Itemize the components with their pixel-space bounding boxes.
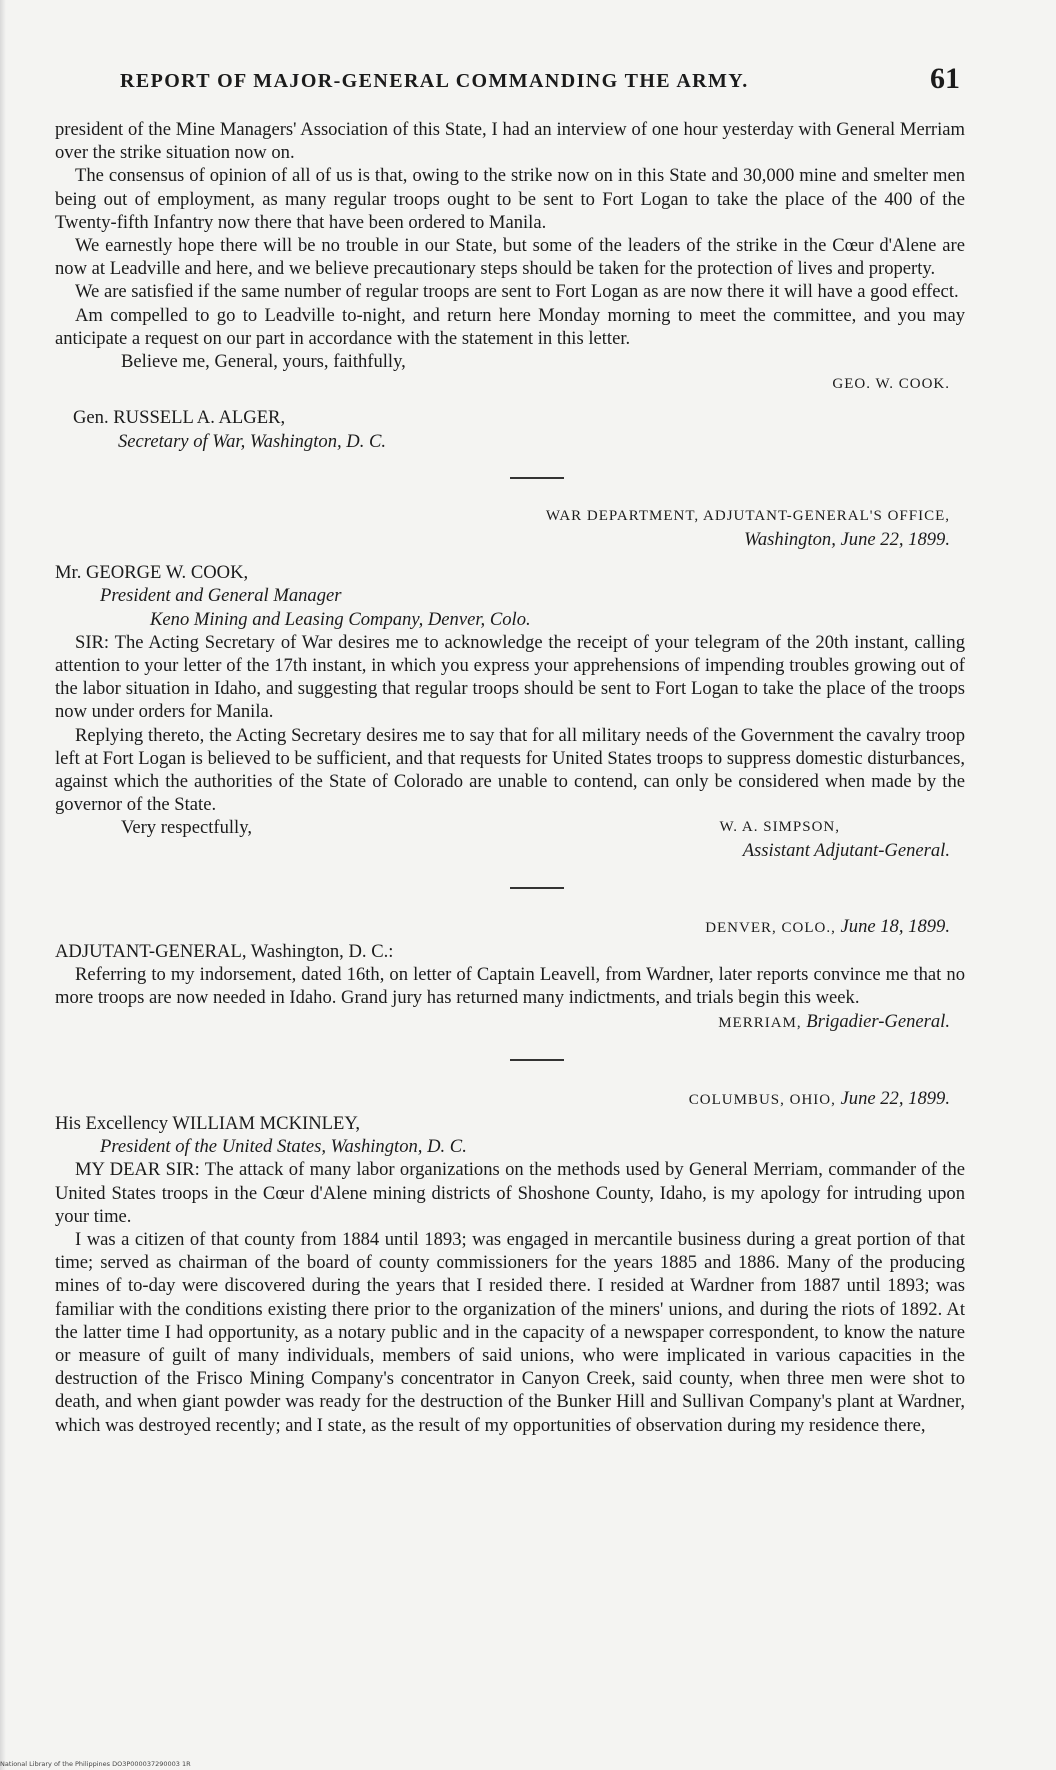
letter1-paragraph-2: The consensus of opinion of all of us is that, owing to the strike now on in this State and 30,000 mine and smelter men being out of employment, as many regular troops ought to be sent to Fort Logan to take the place of the 400 of the Twenty-fifth Infantry now there that have been ordered to Manila. [55,165,965,233]
letter1-paragraph-1: president of the Mine Managers' Association of this State, I had an interview of one hour yesterday with General Merriam over the strike situation now on. [55,119,965,164]
letter1-signature: GEO. W. COOK. [832,376,950,393]
running-title: REPORT OF MAJOR-GENERAL COMMANDING THE ARMY. [120,70,749,92]
letter3-paragraph-1: Referring to my indorsement, dated 16th, on letter of Captain Leavell, from Wardner, later reports convince me that no more troops are now needed in Idaho. Grand jury has returned many indictments, and trials begin this week. [55,964,965,1009]
section-divider [510,1059,564,1061]
letter2-closing: Very respectfully, [121,817,252,839]
scan-footer: National Library of the Philippines DO3P000037290003 1R [0,1760,191,1768]
letter3-signature: MERRIAM, [718,1014,802,1031]
letter2-signature-title: Assistant Adjutant-General. [742,840,950,862]
letter2-addressee-role-2: Keno Mining and Leasing Company, Denver, Colo. [150,608,531,630]
letter3-addressee: ADJUTANT-GENERAL, Washington, D. C.: [55,940,394,962]
letter1-paragraph-3: We earnestly hope there will be no trouble in our State, but some of the leaders of the strike in the Cœur d'Alene are now at Leadville and here, and we believe precautionary steps should be taken for the protection of lives and property. [55,235,965,280]
letter4-addressee [55,1112,965,1158]
letter4-place: COLUMBUS, OHIO, [688,1091,836,1108]
page-number: 61 [930,62,960,95]
page-body [55,118,965,1437]
letter3-place: DENVER, COLO., [705,919,836,936]
letter2-addressee [55,561,965,631]
letter1-addressee [73,406,965,452]
letter4-paragraph-1: MY DEAR SIR: The attack of many labor organizations on the methods used by General Merriam, commander of the United States troops in the Cœur d'Alene mining districts of Shoshone County, Idaho, is my apology for intruding upon your time. [55,1159,965,1227]
letter3-signature-line [55,1010,950,1035]
letter2-dateline [55,505,950,551]
letter4-addressee-role: President of the United States, Washington, D. C. [100,1136,467,1158]
letter3-date: June 18, 1899. [840,915,950,937]
letter2-place: WAR DEPARTMENT, ADJUTANT-GENERAL'S OFFICE, [545,507,950,524]
letter2-paragraph-2: Replying thereto, the Acting Secretary desires me to say that for all military needs of the Government the cavalry troop left at Fort Logan is believed to be sufficient, and that requests for United States troops to suppress domestic disturbances, against which the authorities of the State of Colorado are unable to contend, can only be considered when made by the governor of the State. [55,724,965,816]
letter1-addressee-role: Secretary of War, Washington, D. C. [118,430,387,452]
letter1-closing: Believe me, General, yours, faithfully, [121,351,406,373]
letter3-signature-title: Brigadier-General. [806,1010,950,1032]
letter1-paragraph-4: We are satisfied if the same number of regular troops are sent to Fort Logan as are now there it will have a good effect. [75,281,959,303]
letter2-closing-row [55,816,965,839]
letter2-date: Washington, June 22, 1899. [744,529,950,551]
letter2-addressee-name: Mr. GEORGE W. COOK, [55,562,249,584]
section-divider [510,477,564,479]
scan-edge [0,0,6,1770]
letter4-date: June 22, 1899. [840,1087,950,1109]
page-header [120,60,960,100]
letter2-addressee-role-1: President and General Manager [100,585,342,607]
section-divider [510,887,564,889]
letter3-dateline [55,915,950,940]
letter4-dateline [55,1087,950,1112]
letter2-paragraph-1: SIR: The Acting Secretary of War desires me to acknowledge the receipt of your telegram of the 20th instant, calling attention to your letter of the 17th instant, in which you express your apprehensions of impending troubles growing out of the labor situation in Idaho, and suggesting that regular troops should be sent to Fort Logan to take the place of the troops now under orders for Manila. [55,631,965,723]
letter2-signature: W. A. SIMPSON, [719,819,840,836]
letter4-paragraph-2: I was a citizen of that county from 1884 until 1893; was engaged in mercantile business during a great portion of that time; served as chairman of the board of county commissioners for the years 1885 and 1886. Many of the producing mines of to-day were discovered during the years that I resided there. I resided at Wardner from 1887 until 1893; was familiar with the conditions existing there prior to the organization of the miners' unions, and during the riots of 1892. At the latter time I had opportunity, as a notary public and in the capacity of a newspaper correspondent, to know the nature or measure of guilt of many individuals, members of said unions, who were implicated in various capacities in the destruction of the Frisco Mining Company's concentrator in Canyon Creek, said county, when three men were shot to death, and when giant powder was ready for the destruction of the Bunker Hill and Sullivan Company's plant at Wardner, which was destroyed recently; and I state, as the result of my opportunities of observation during my residence there, [55,1228,965,1436]
letter1-paragraph-5: Am compelled to go to Leadville to-night, and return here Monday morning to meet the committee, and you may anticipate a request on our part in accordance with the statement in this letter. [55,304,965,349]
letter4-addressee-name: His Excellency WILLIAM MCKINLEY, [55,1112,361,1134]
letter1-addressee-name: Gen. RUSSELL A. ALGER, [73,407,286,429]
